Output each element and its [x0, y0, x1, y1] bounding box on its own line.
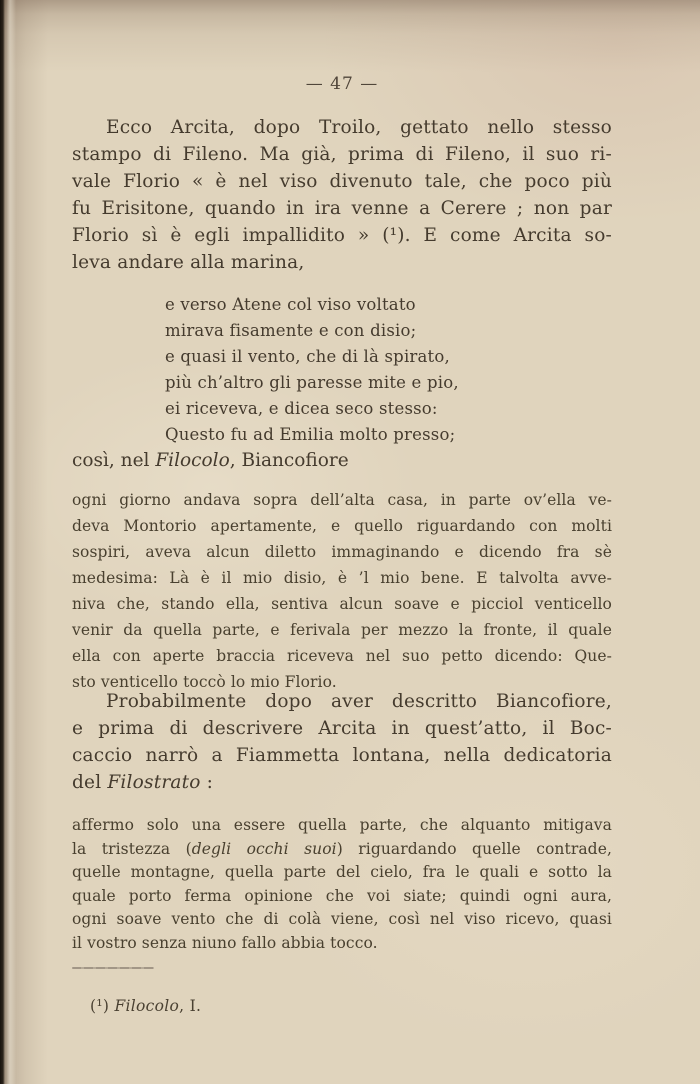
paragraph-filostrato [72, 688, 612, 796]
text-line: niva che, stando ella, sentiva alcun soave e picciol venticello [72, 595, 612, 613]
text-line: caccio narrò a Fiammetta lontana, nella dedicatoria [72, 745, 612, 766]
page-number: — 47 — [305, 74, 379, 94]
text-line: sto venticello toccò lo mio Florio. [72, 673, 337, 691]
text-line: venir da quella parte, e ferivala per mezzo la fronte, il quale [72, 621, 612, 639]
text-fragment: ) riguardando quelle contrade, [336, 839, 613, 858]
text-fragment: , Biancofiore [229, 450, 349, 471]
footnote [90, 997, 201, 1015]
footnote-marker: (¹) [90, 997, 115, 1015]
text-fragment: la tristezza ( [72, 839, 192, 858]
verse-line: mirava fisamente e con disio; [165, 321, 417, 340]
text-fragment: del [72, 772, 108, 793]
verse-line: e verso Atene col viso voltato [165, 295, 416, 314]
text-line: ella con aperte braccia riceveva nel suo petto dicendo: Que- [72, 647, 612, 665]
text-line: quale porto ferma opinione che voi siate; quindi ogni aura, [72, 886, 612, 905]
verse-line: Questo fu ad Emilia molto presso; [165, 425, 456, 444]
text-line: Florio sì è egli impallidito » (¹). E come Arcita so- [72, 225, 612, 246]
text-line: medesima: Là è il mio disio, è ’l mio bene. E talvolta avve- [72, 569, 612, 587]
text-line: e prima di descrivere Arcita in quest’atto, il Boc- [72, 718, 612, 739]
footnote-reference: , I. [179, 997, 202, 1015]
text-line: Probabilmente dopo aver descritto Biancofiore, [106, 691, 612, 712]
text-line: leva andare alla marina, [72, 252, 305, 273]
work-title-filostrato: Filostrato [107, 772, 201, 793]
text-line [72, 769, 612, 796]
work-title-filocolo: Filocolo [155, 450, 230, 471]
filocolo-quote [72, 487, 612, 695]
filocolo-intro-line [72, 450, 612, 471]
italic-phrase: degli occhi suoi [191, 839, 337, 858]
paragraph-opening [72, 114, 612, 276]
filostrato-quote [72, 814, 612, 955]
text-fragment: : [200, 772, 214, 793]
text-line: sospiri, aveva alcun diletto immaginando e dicendo fra sè [72, 543, 612, 561]
text-line [72, 838, 612, 862]
text-line: Ecco Arcita, dopo Troilo, gettato nello stesso [106, 117, 612, 138]
text-line: ogni soave vento che di colà viene, così nel viso ricevo, quasi [72, 910, 612, 928]
text-line: stampo di Fileno. Ma già, prima di Fileno, il suo ri- [72, 144, 612, 165]
text-line: fu Erisitone, quando in ira venne a Cerere ; non par [72, 198, 612, 219]
work-title-filocolo: Filocolo [114, 997, 180, 1015]
text-fragment: così, nel [72, 450, 156, 471]
text-line: deva Montorio apertamente, e quello riguardando con molti [72, 517, 612, 535]
text-line: quelle montagne, quella parte del cielo, fra le quali e sotto la [72, 863, 612, 881]
verse-line: ei riceveva, e dicea seco stesso: [165, 399, 438, 418]
footnote-divider [72, 967, 154, 969]
verse-quote [165, 292, 565, 448]
text-line: ogni giorno andava sopra dell’alta casa, in parte ov’ella ve- [72, 491, 612, 509]
text-line: affermo solo una essere quella parte, che alquanto mitigava [72, 816, 612, 834]
verse-line: più ch’altro gli paresse mite e pio, [165, 373, 459, 392]
verse-line: e quasi il vento, che di là spirato, [165, 347, 450, 366]
text-line: vale Florio « è nel viso divenuto tale, che poco più [72, 171, 612, 192]
text-line: il vostro senza niuno fallo abbia tocco. [72, 933, 378, 952]
